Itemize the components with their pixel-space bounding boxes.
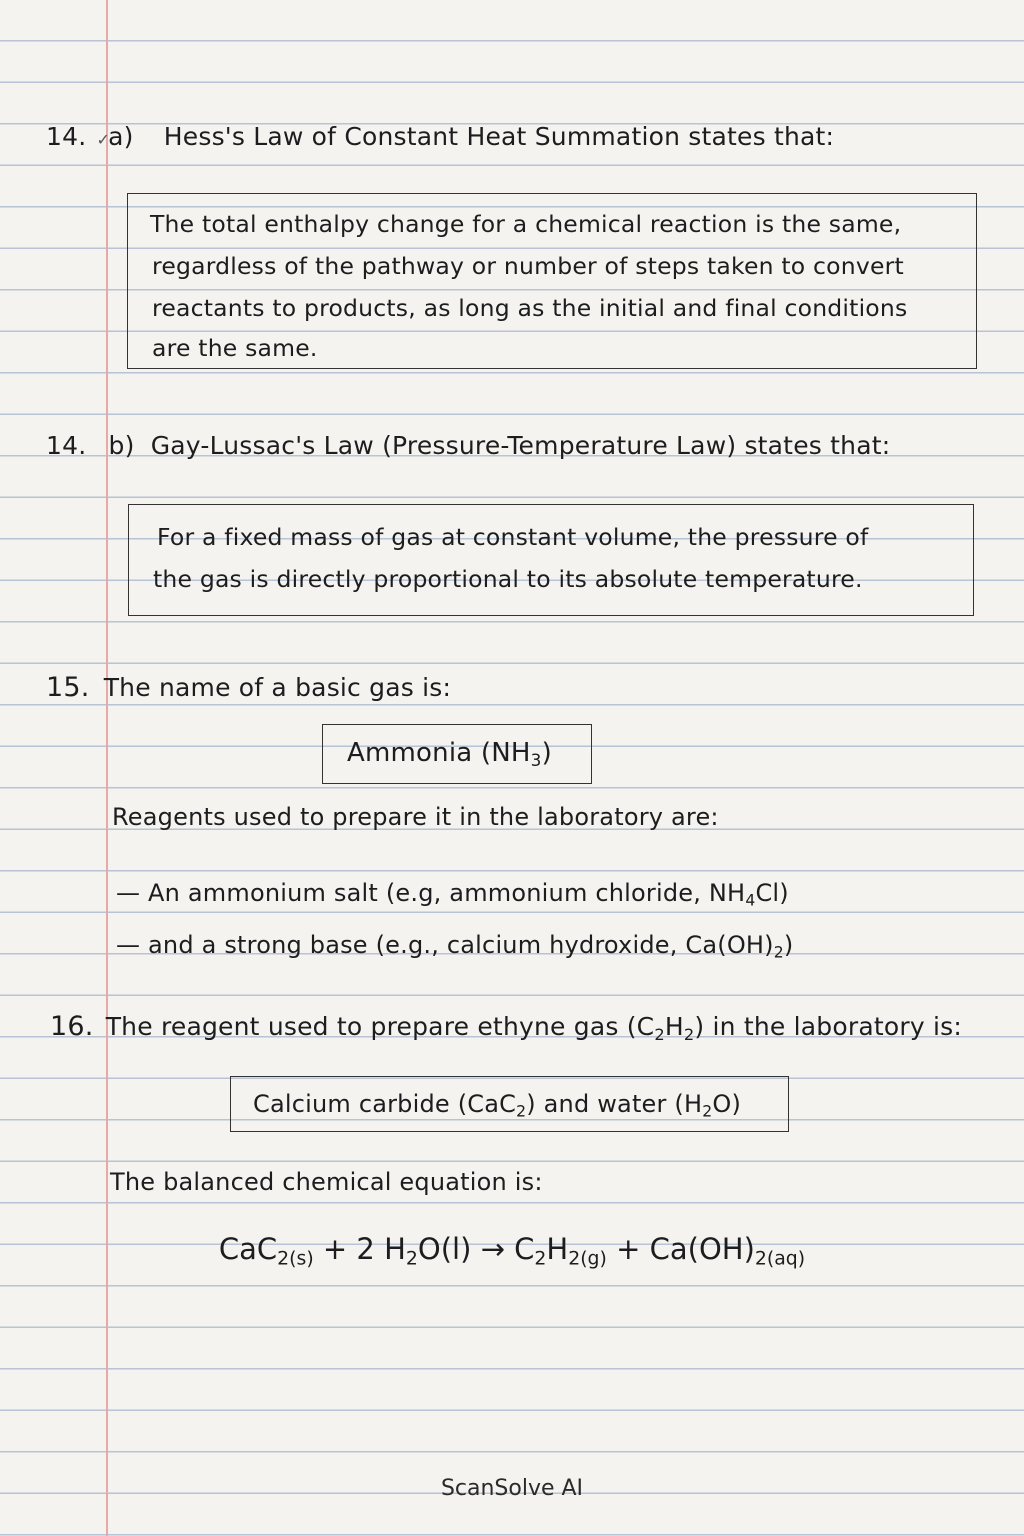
- q16-number: 16.: [50, 1011, 94, 1042]
- q16-title-a: The reagent used to prepare ethyne gas (C: [105, 1012, 655, 1041]
- q16-answer-sub-1: 2: [516, 1102, 527, 1121]
- q14a-title: Hess's Law of Constant Heat Summation states that:: [163, 122, 835, 151]
- q16-title-c: ) in the laboratory is:: [694, 1012, 962, 1041]
- eq-part-5: + Ca(OH): [606, 1232, 755, 1266]
- q15-reagent-2-sub: 2: [773, 943, 784, 962]
- q15-answer-box: [322, 724, 592, 784]
- q14b-box-line-2: the gas is directly proportional to its absolute temperature.: [153, 565, 863, 593]
- q14a-box-line-1: The total enthalpy change for a chemical reaction is the same,: [150, 210, 902, 238]
- q15-reagent-1-text: — An ammonium salt (e.g, ammonium chloride, NH: [116, 879, 746, 907]
- q16-title-sub-1: 2: [654, 1024, 665, 1044]
- q14b-answer-box: [128, 504, 974, 616]
- q15-reagent-1: [116, 879, 789, 908]
- eq-part-4: H: [546, 1232, 569, 1266]
- q16-answer-a: Calcium carbide (CaC: [253, 1090, 517, 1118]
- eq-sub-3: 2: [534, 1248, 547, 1270]
- q14a-number: 14.: [46, 122, 87, 151]
- q15-reagent-2: [116, 931, 793, 960]
- q14b-heading: [46, 431, 890, 461]
- eq-sub-1: 2(s): [277, 1248, 314, 1270]
- q16-answer-b: ) and water (H: [526, 1090, 703, 1118]
- q15-reagent-2-text: — and a strong base (e.g., calcium hydroxide, Ca(OH): [116, 931, 774, 959]
- eq-part-1: CaC: [218, 1232, 278, 1266]
- q15-reagents-intro: Reagents used to prepare it in the laboratory are:: [112, 803, 719, 831]
- q16-answer: [253, 1090, 742, 1121]
- q16-answer-c: O): [712, 1090, 742, 1118]
- q16-heading: [50, 1011, 962, 1043]
- notebook-margin-line: [106, 0, 108, 1536]
- q14b-box-line-1: For a fixed mass of gas at constant volume, the pressure of: [157, 523, 869, 551]
- q15-formula-open: (NH: [480, 738, 531, 768]
- q14a-label: a): [108, 122, 134, 151]
- q14b-title: Gay-Lussac's Law (Pressure-Temperature Law) states that:: [150, 431, 891, 460]
- q15-title: The name of a basic gas is:: [103, 673, 452, 702]
- q15-number: 15.: [46, 672, 90, 703]
- q16-answer-sub-2: 2: [702, 1102, 713, 1121]
- q14b-label: b): [108, 431, 135, 460]
- q15-answer-formula: [480, 738, 552, 771]
- q15-reagent-1-tail: Cl): [755, 879, 789, 907]
- eq-sub-2: 2: [405, 1248, 418, 1270]
- footer-watermark: ScanSolve AI: [440, 1476, 584, 1501]
- eq-sub-5: 2(aq): [754, 1248, 806, 1270]
- q16-title-sub-2: 2: [683, 1024, 695, 1044]
- q16-title-b: H: [664, 1012, 684, 1041]
- q14b-number: 14.: [46, 431, 87, 460]
- eq-sub-4: 2(g): [568, 1248, 607, 1270]
- eq-part-2: + 2 H: [313, 1232, 406, 1266]
- q14a-check-mark: ✓: [96, 130, 111, 149]
- q15-reagent-1-sub: 4: [745, 891, 756, 910]
- q14a-heading: [46, 122, 834, 152]
- q15-reagent-2-tail: ): [783, 931, 794, 959]
- q16-balanced-equation: [0, 1232, 1024, 1270]
- q14a-box-line-3: reactants to products, as long as the initial and final conditions: [152, 294, 908, 322]
- q16-answer-box: [230, 1076, 789, 1132]
- q15-formula-close: ): [541, 738, 552, 768]
- q15-heading: [46, 672, 451, 704]
- q15-answer: [347, 738, 552, 771]
- q15-answer-name: Ammonia: [347, 738, 473, 768]
- q16-title: [105, 1012, 962, 1044]
- q16-equation-intro: The balanced chemical equation is:: [110, 1168, 543, 1196]
- q14a-box-line-4: are the same.: [152, 334, 318, 362]
- eq-part-3: O(l) → C: [417, 1232, 535, 1266]
- q14a-box-line-2: regardless of the pathway or number of steps taken to convert: [152, 252, 904, 280]
- q15-formula-sub: 3: [530, 750, 542, 771]
- q14a-answer-box: [127, 193, 977, 369]
